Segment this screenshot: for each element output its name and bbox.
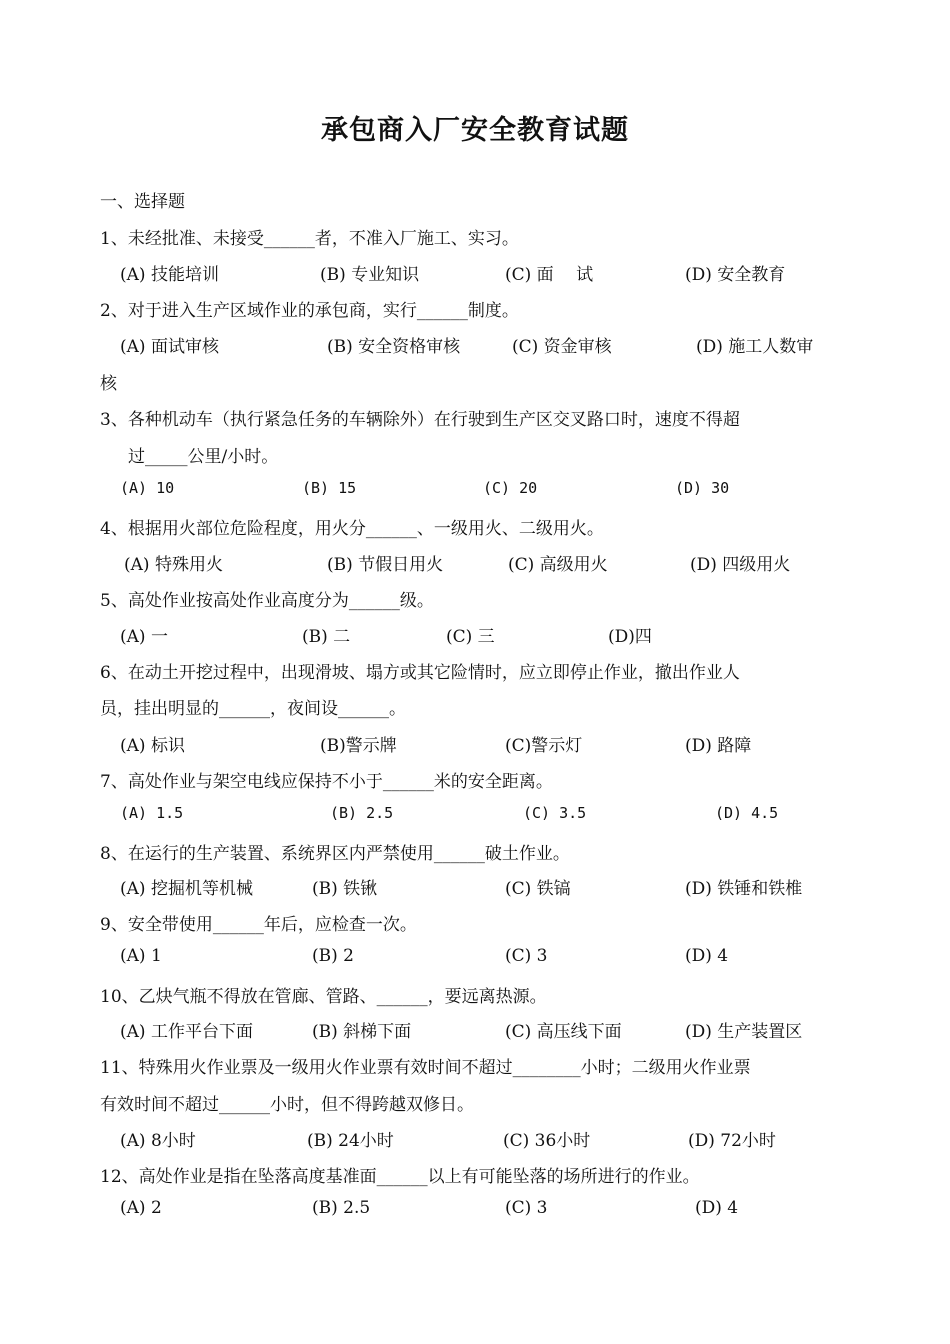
option-a: (A) 面试审核 <box>120 337 219 357</box>
option-a: (A) 一 <box>120 627 168 647</box>
option-b: (B) 铁锹 <box>312 879 378 899</box>
options-10 <box>120 1017 840 1041</box>
options-9 <box>120 946 840 970</box>
option-c: (C) 铁镐 <box>505 879 571 899</box>
question-4: 4、根据用火部位危险程度，用火分______、一级用火、二级用火。 <box>100 519 604 539</box>
option-b: (B)警示牌 <box>320 736 397 756</box>
option-b: (B) 24小时 <box>307 1131 394 1151</box>
options-2 <box>120 332 840 356</box>
option-c: (C) 3 <box>505 946 548 966</box>
option-a: (A) 2 <box>120 1198 162 1218</box>
option-b: (B) 2 <box>312 946 354 966</box>
question-12: 12、高处作业是指在坠落高度基准面______以上有可能坠落的场所进行的作业。 <box>100 1167 700 1187</box>
options-8 <box>120 874 840 898</box>
question-6-line2: 员，挂出明显的______，夜间设______。 <box>100 699 406 719</box>
option-d: (D) 4 <box>685 946 729 966</box>
option-c: (C) 3 <box>505 1198 548 1218</box>
question-11-line2: 有效时间不超过______小时，但不得跨越双修日。 <box>100 1095 474 1115</box>
option-a: (A) 挖掘机等机械 <box>120 879 253 899</box>
options-5 <box>120 622 840 646</box>
options-3 <box>120 479 840 503</box>
question-6: 6、在动土开挖过程中，出现滑坡、塌方或其它险情时，应立即停止作业，撤出作业人 <box>100 663 740 683</box>
options-6 <box>120 731 840 755</box>
option-c: (C) 资金审核 <box>512 337 612 357</box>
option-c: (C) 3.5 <box>523 804 587 822</box>
option-a: (A) 10 <box>120 479 175 497</box>
option-c: (C) 20 <box>483 479 538 497</box>
option-d: (D) 施工人数审 <box>696 337 814 357</box>
question-2: 2、对于进入生产区域作业的承包商，实行______制度。 <box>100 301 519 321</box>
question-8: 8、在运行的生产装置、系统界区内严禁使用______破土作业。 <box>100 844 570 864</box>
question-11: 11、特殊用火作业票及一级用火作业票有效时间不超过________小时；二级用火作业票 <box>100 1058 751 1078</box>
option-c: (C) 高级用火 <box>508 555 608 575</box>
option-a: (A) 1 <box>120 946 162 966</box>
question-9: 9、安全带使用______年后，应检查一次。 <box>100 915 417 935</box>
question-5: 5、高处作业按高处作业高度分为______级。 <box>100 591 434 611</box>
option-b: (B) 专业知识 <box>320 265 420 285</box>
question-7: 7、高处作业与架空电线应保持不小于______米的安全距离。 <box>100 772 553 792</box>
option-d: (D) 30 <box>675 479 730 497</box>
option-c: (C) 面 试 <box>505 265 594 285</box>
option-a: (A) 1.5 <box>120 804 184 822</box>
options-12 <box>120 1198 840 1222</box>
option-c: (C) 36小时 <box>503 1131 591 1151</box>
option-c: (C)警示灯 <box>505 736 583 756</box>
options-7 <box>120 804 840 828</box>
options-4 <box>120 550 840 574</box>
question-3-line2: 过_____公里/小时。 <box>128 447 279 467</box>
option-d: (D) 铁锤和铁椎 <box>685 879 803 899</box>
option-b: (B) 节假日用火 <box>327 555 444 575</box>
option-d: (D) 路障 <box>685 736 752 756</box>
option-c: (C) 高压线下面 <box>505 1022 622 1042</box>
option-c: (C) 三 <box>446 627 495 647</box>
options-11 <box>120 1126 840 1150</box>
question-3: 3、各种机动车（执行紧急任务的车辆除外）在行驶到生产区交叉路口时，速度不得超 <box>100 410 740 430</box>
option-a: (A) 工作平台下面 <box>120 1022 253 1042</box>
option-b: (B) 斜梯下面 <box>312 1022 412 1042</box>
option-a: (A) 技能培训 <box>120 265 219 285</box>
option-b: (B) 2.5 <box>312 1198 371 1218</box>
option-wrap: 核 <box>100 374 117 394</box>
option-a: (A) 特殊用火 <box>124 555 223 575</box>
option-a: (A) 标识 <box>120 736 185 756</box>
question-10: 10、乙炔气瓶不得放在管廊、管路、______，要远离热源。 <box>100 987 547 1007</box>
option-a: (A) 8小时 <box>120 1131 196 1151</box>
option-d: (D) 4 <box>695 1198 739 1218</box>
option-b: (B) 15 <box>302 479 357 497</box>
document-title: 承包商入厂安全教育试题 <box>321 115 629 146</box>
option-d: (D) 安全教育 <box>685 265 786 285</box>
option-d: (D) 生产装置区 <box>685 1022 803 1042</box>
question-1: 1、未经批准、未接受______者，不准入厂施工、实习。 <box>100 229 519 249</box>
section-heading: 一、选择题 <box>100 192 185 212</box>
option-d: (D) 72小时 <box>688 1131 776 1151</box>
option-d: (D)四 <box>608 627 652 647</box>
options-1 <box>120 260 840 284</box>
option-d: (D) 四级用火 <box>690 555 791 575</box>
option-d: (D) 4.5 <box>715 804 779 822</box>
option-b: (B) 安全资格审核 <box>327 337 461 357</box>
option-b: (B) 2.5 <box>330 804 394 822</box>
option-b: (B) 二 <box>302 627 351 647</box>
